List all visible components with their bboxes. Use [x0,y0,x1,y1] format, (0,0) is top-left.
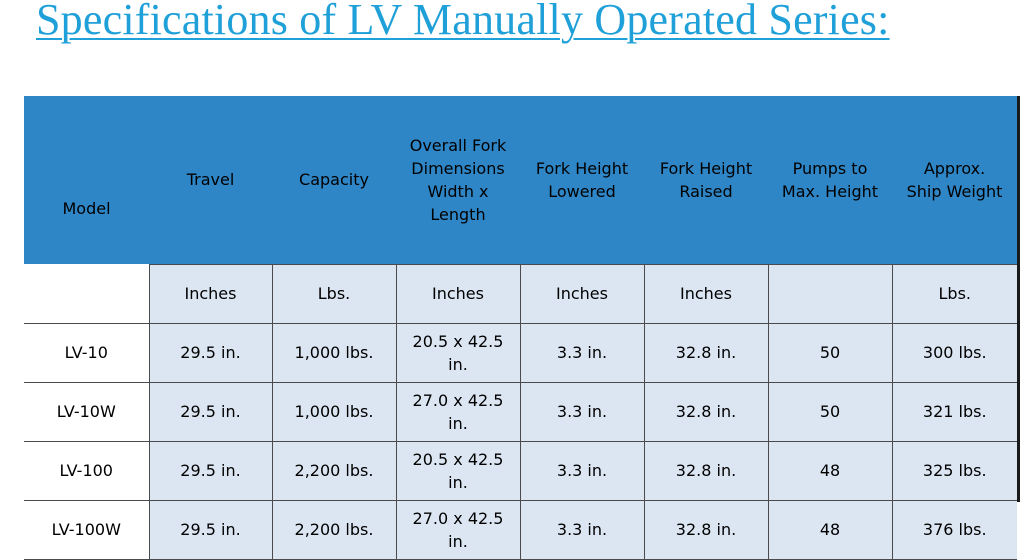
header-model: Model [24,96,149,264]
table-cell: 32.8 in. [644,323,768,382]
header-fork-dimensions: Overall Fork Dimensions Width x Length [396,96,520,264]
units-cell [768,264,892,323]
header-fork-height-raised: Fork Height Raised [644,96,768,264]
table-row [24,441,1017,500]
table-cell: 50 [768,382,892,441]
table-row [24,382,1017,441]
page-title: Specifications of LV Manually Operated Series: [36,0,890,44]
table-cell: 325 lbs. [892,441,1017,500]
model-cell: LV-10 [24,323,149,382]
units-row [24,264,1017,323]
table-cell: 48 [768,500,892,559]
model-cell: LV-100W [24,500,149,559]
right-border-bar [1017,96,1020,502]
units-cell: Lbs. [892,264,1017,323]
table-cell: 2,200 lbs. [272,441,396,500]
table-cell: 376 lbs. [892,500,1017,559]
table-cell: 20.5 x 42.5 in. [396,441,520,500]
table-cell: 32.8 in. [644,441,768,500]
table-cell: 20.5 x 42.5 in. [396,323,520,382]
model-cell: LV-100 [24,441,149,500]
table-cell: 321 lbs. [892,382,1017,441]
table-cell: 1,000 lbs. [272,323,396,382]
header-capacity: Capacity [272,96,396,264]
units-cell [24,264,149,323]
header-fork-height-lowered: Fork Height Lowered [520,96,644,264]
table-cell: 29.5 in. [149,500,272,559]
units-cell: Lbs. [272,264,396,323]
table-row [24,323,1017,382]
table-cell: 3.3 in. [520,323,644,382]
table-cell: 2,200 lbs. [272,500,396,559]
header-travel: Travel [149,96,272,264]
table-cell: 48 [768,441,892,500]
table-cell: 29.5 in. [149,441,272,500]
table-cell: 32.8 in. [644,382,768,441]
table-cell: 3.3 in. [520,500,644,559]
units-cell: Inches [149,264,272,323]
units-cell: Inches [396,264,520,323]
table-cell: 50 [768,323,892,382]
model-cell: LV-10W [24,382,149,441]
table-cell: 29.5 in. [149,382,272,441]
table-cell: 27.0 x 42.5 in. [396,500,520,559]
table-cell: 1,000 lbs. [272,382,396,441]
table-cell: 300 lbs. [892,323,1017,382]
table-cell: 3.3 in. [520,382,644,441]
table-cell: 29.5 in. [149,323,272,382]
header-row [24,96,1017,264]
table-cell: 3.3 in. [520,441,644,500]
table-cell: 27.0 x 42.5 in. [396,382,520,441]
header-pumps: Pumps to Max. Height [768,96,892,264]
table-cell: 32.8 in. [644,500,768,559]
spec-table [24,96,1017,560]
units-cell: Inches [644,264,768,323]
table-row [24,500,1017,559]
units-cell: Inches [520,264,644,323]
header-ship-weight: Approx. Ship Weight [892,96,1017,264]
